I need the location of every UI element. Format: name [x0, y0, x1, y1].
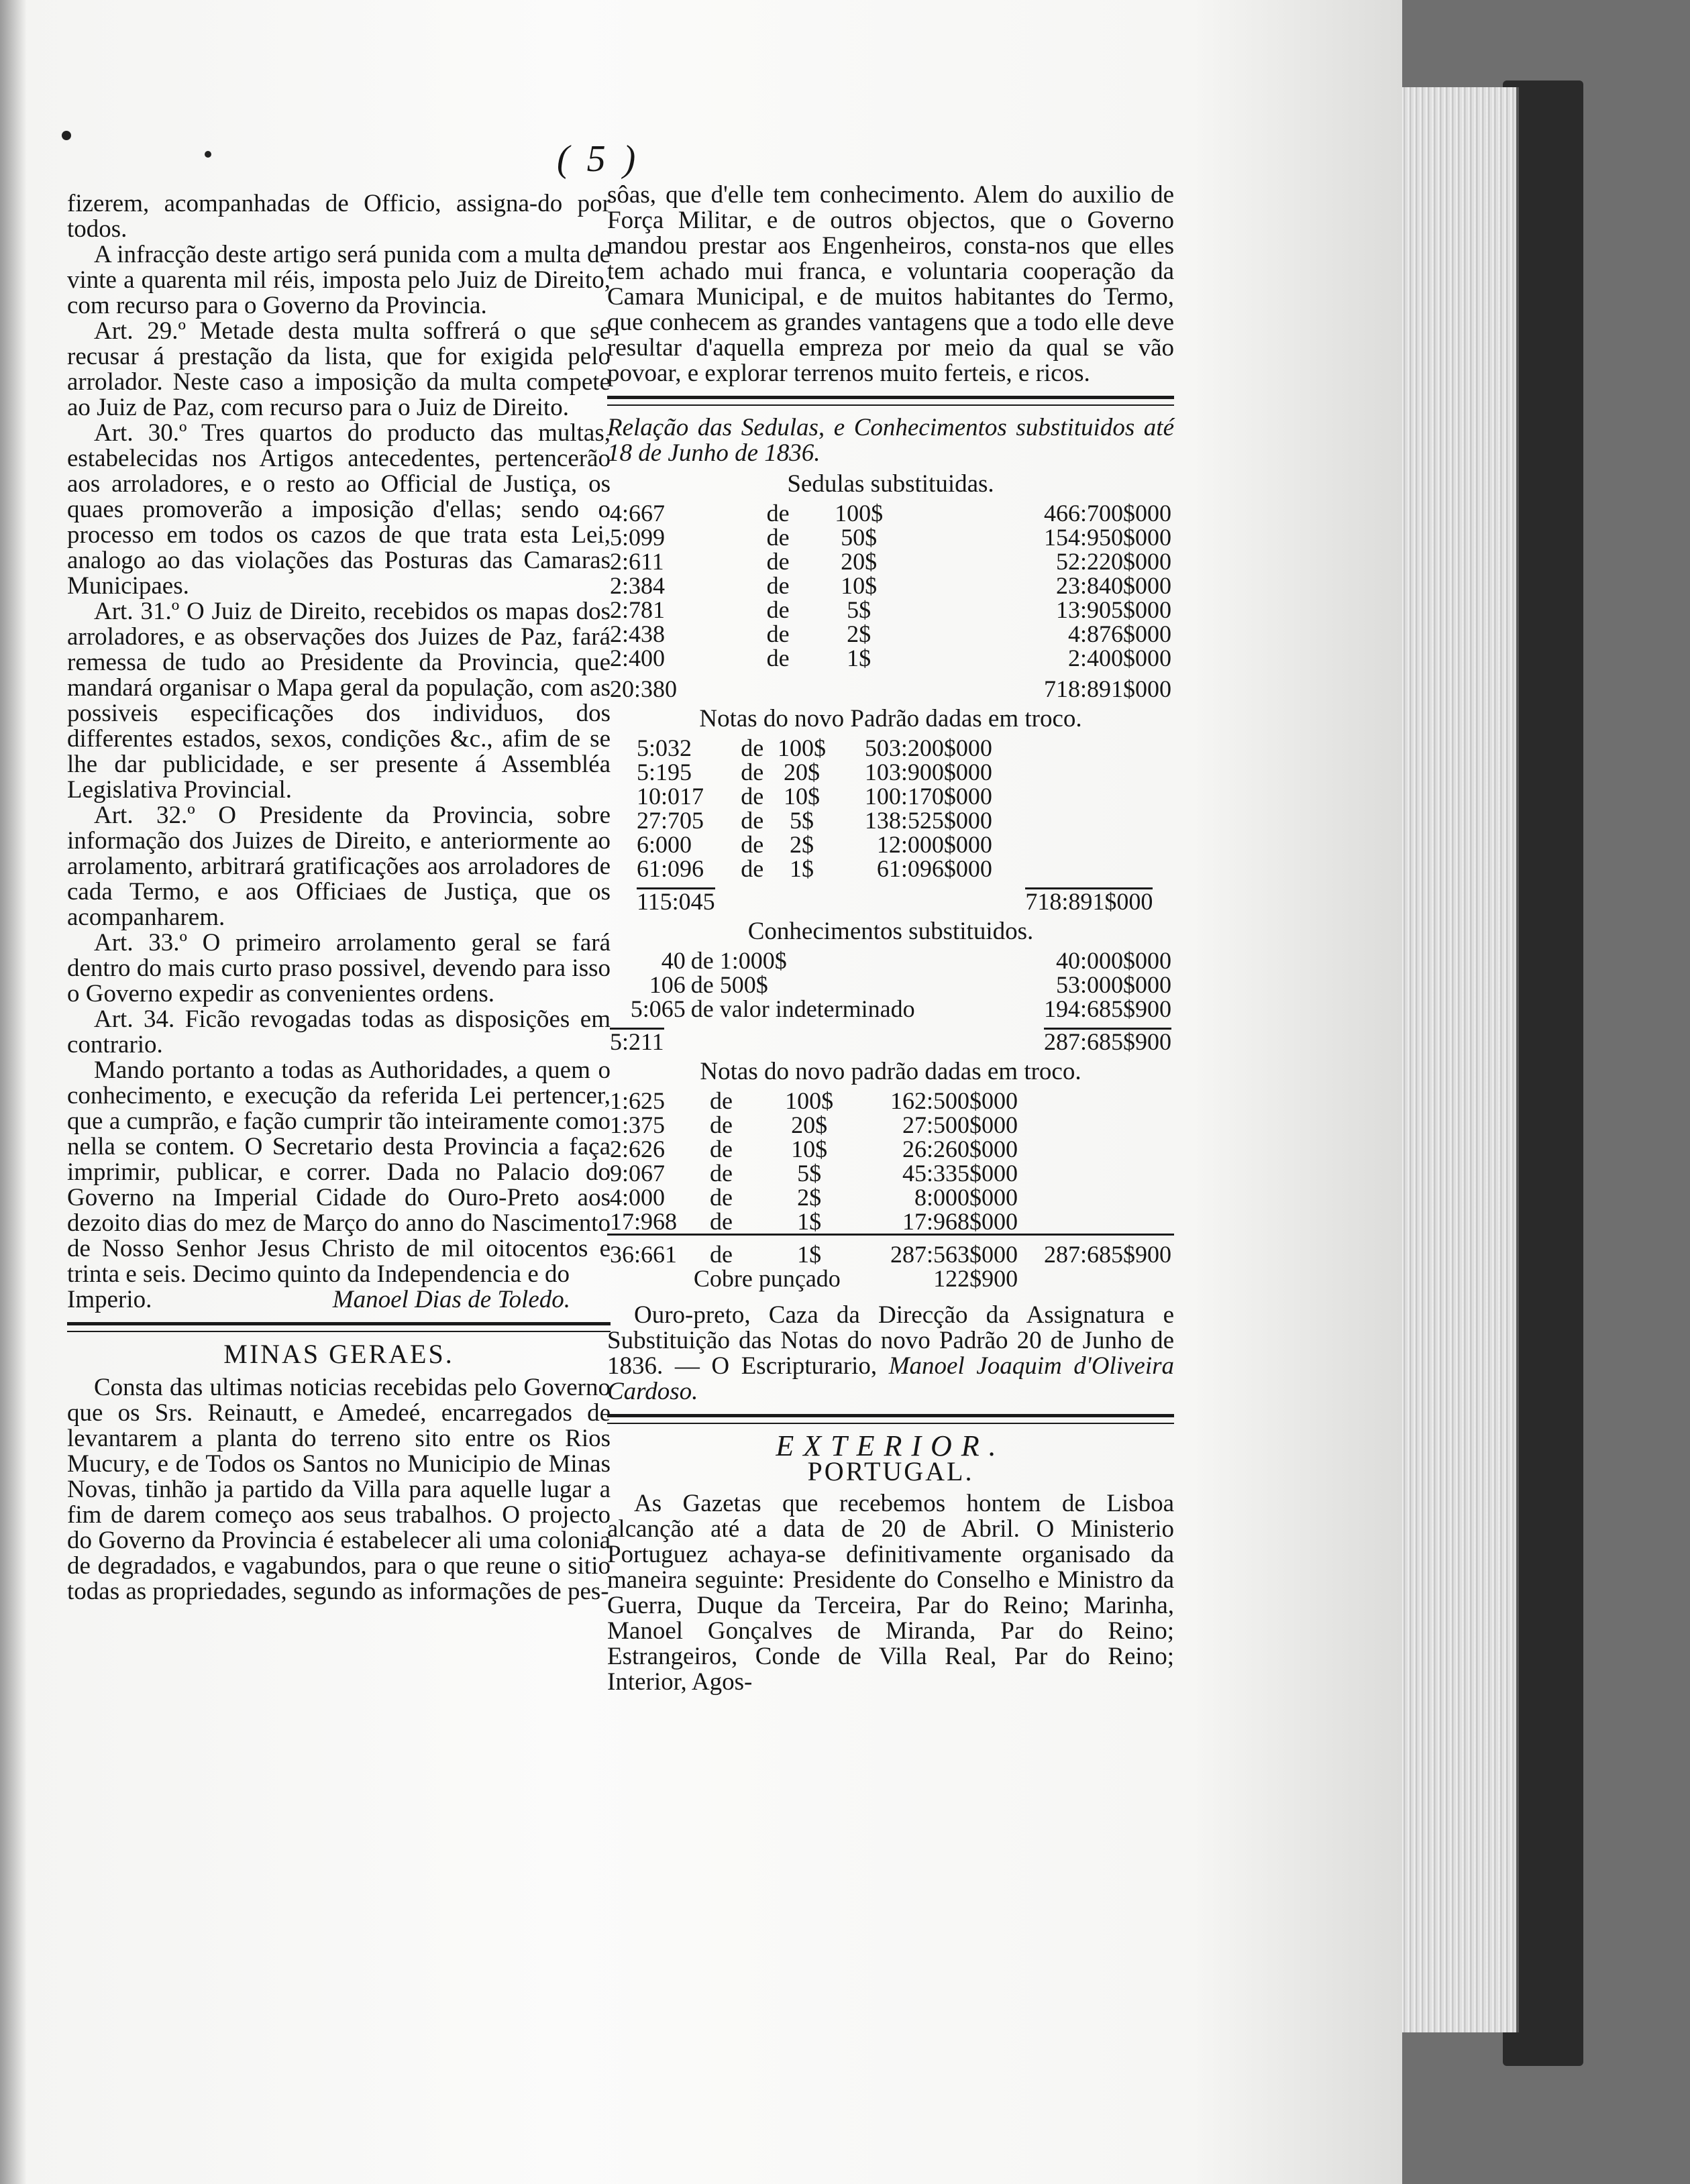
denomination: 10$ [841, 572, 878, 599]
amount: 162:500$000 [890, 1087, 1018, 1114]
de-word: de [741, 759, 764, 785]
left-column [67, 191, 611, 1604]
quantity: 5:195 [637, 759, 692, 785]
notas-table [634, 736, 1155, 914]
sedulas-table [607, 501, 1174, 701]
amount: 26:260$000 [902, 1136, 1018, 1162]
table-row [607, 973, 1174, 997]
de-word: de [741, 734, 764, 761]
de-word: de [741, 831, 764, 858]
quantity: 1:375 [610, 1111, 666, 1138]
denomination: 1$ [751, 1235, 867, 1267]
table-row [607, 1137, 1174, 1161]
conhecimentos-table [607, 948, 1174, 1054]
amount: 503:200$000 [864, 734, 992, 761]
paragraph: Art. 30.º Tres quartos do producto das multas, estabelecidas nos Artigos antecedentes, pertencerão aos arroladores, e o resto ao Official de Justiça, os quaes promoverão a imposição d'ellas; sendo o processo em todos os cazos de que trata esta Lei, analogo ao das violações das Posturas das Camaras Municipaes. [67, 419, 611, 600]
table-row [607, 501, 1174, 525]
quantity: 106 [649, 971, 686, 998]
denomination: 10$ [783, 783, 820, 810]
denomination: 100$ [835, 500, 884, 527]
amount: 8:000$000 [914, 1184, 1018, 1211]
paragraph: Mando portanto a todas as Authoridades, a quem o conhecimento, e execução da referida Lei pertencer, que a cumprão, e fação cumprir tão inteiramente como nella se contem. O Secretario desta Provincia a faça imprimir, publicar, e correr. Dada no Palacio do Governo na Imperial Cidade do Ouro-Preto aos dezoito dias do mez de Março do anno do Nascimento de Nosso Senhor Jesus Christo de mil oitocentos e trinta e seis. Decimo quinto da Independencia e do [67, 1056, 611, 1288]
de-word: de [741, 783, 764, 810]
denomination: 5$ [789, 807, 814, 834]
de-word: de [741, 855, 764, 882]
spacer [995, 857, 1156, 881]
portugal-heading: PORTUGAL. [807, 1456, 974, 1486]
section-divider [607, 1414, 1174, 1424]
paragraph: Consta das ultimas noticias recebidas pelo Governo que os Srs. Reinautt, e Amedeé, encarregados de levantarem a planta do terreno sito entre os Rios Mucury, e de Todos os Santos no Municipio de Minas Novas, tinhão ja partido da Villa para aquelle lugar a fim de darem começo aos seus trabalhos. O projecto do Governo da Provincia é estabelecer ali uma colonia de degradados, e vagabundos, para o que reune o sitio todas as propriedades, segundo as informações de pes- [67, 1374, 611, 1605]
quantity: 1:625 [610, 1087, 666, 1114]
quantity: 10:017 [637, 783, 704, 810]
notas-heading: Notas do novo Padrão dadas em troco. [699, 705, 1082, 732]
table-row [607, 622, 1174, 646]
table-row [607, 1209, 1174, 1235]
description: de valor indeterminado [690, 995, 915, 1022]
denomination: 1$ [789, 855, 814, 882]
right-column [607, 182, 1174, 1695]
de-word: de [766, 645, 790, 671]
quantity: 2:438 [610, 620, 666, 647]
quantity: 61:096 [637, 855, 704, 882]
table-row [607, 1161, 1174, 1185]
quantity: 2:384 [610, 572, 666, 599]
description: de 500$ [690, 971, 768, 998]
section-divider [607, 396, 1174, 406]
denomination: 2$ [847, 620, 872, 647]
footer-note [607, 1303, 1174, 1405]
ink-speck [205, 151, 211, 158]
denomination: 50$ [841, 524, 878, 551]
quantity: 40 [661, 947, 686, 974]
paragraph: Art. 32.º O Presidente da Provincia, sobre informação dos Juizes de Direito, e anteriormente ao arrolamento, arbitrará gratificações aos arroladores de cada Termo, e aos Officiaes de Justiça, que os acompanharem. [67, 802, 611, 931]
de-word: de [710, 1111, 733, 1138]
de-word: de [691, 1235, 751, 1267]
table-row [607, 1266, 1174, 1291]
de-word: de [710, 1087, 733, 1114]
denomination: 10$ [791, 1136, 828, 1162]
amount: 45:335$000 [902, 1160, 1018, 1187]
spacer [995, 784, 1156, 808]
de-word: de [766, 620, 790, 647]
table-row [634, 832, 1155, 857]
table-row [607, 1089, 1174, 1113]
footer-note-name: Manoel Joaquim d'Oliveira Cardoso. [607, 1352, 1175, 1405]
spacer [1020, 1209, 1174, 1235]
amount: 40:000$000 [1055, 947, 1171, 974]
amount: 466:700$000 [1043, 500, 1171, 527]
amount: 138:525$000 [864, 807, 992, 834]
cobre-label: Cobre punçado [693, 1265, 841, 1292]
spacer [995, 760, 1156, 784]
de-word: de [766, 524, 790, 551]
table-row [634, 784, 1155, 808]
notas-heading: Notas do novo padrão dadas em troco. [700, 1058, 1081, 1085]
quantity: 27:705 [637, 807, 704, 834]
table-row [607, 646, 1174, 670]
denomination: 20$ [791, 1111, 828, 1138]
amount: 154:950$000 [1043, 524, 1171, 551]
ink-speck [62, 131, 71, 140]
table-row [607, 948, 1174, 973]
signature-line [67, 1287, 611, 1313]
conhecimentos-heading: Conhecimentos substituidos. [747, 918, 1034, 945]
table-row [634, 736, 1155, 760]
denomination: 2$ [789, 831, 814, 858]
denomination: 5$ [847, 596, 872, 623]
cobre-amount: 122$900 [933, 1265, 1018, 1292]
total-qty: 5:211 [610, 1028, 664, 1055]
de-word: de [710, 1136, 733, 1162]
footer-note-text: Ouro-preto, Caza da Direcção da Assignatura e Substituição das Notas do novo Padrão 20 de Junho de 1836. — O Escripturario, [607, 1301, 1174, 1380]
quantity: 17:968 [610, 1208, 678, 1235]
table-row [607, 997, 1174, 1021]
table-row [634, 760, 1155, 784]
table-row [607, 670, 1174, 701]
de-word: de [710, 1184, 733, 1211]
quantity: 2:400 [610, 645, 666, 671]
table-row [634, 808, 1155, 832]
amount: 100:170$000 [864, 783, 992, 810]
quantity: 6:000 [637, 831, 692, 858]
page-edges [1382, 87, 1519, 2032]
de-word: de [766, 500, 790, 527]
spacer [995, 808, 1156, 832]
amount: 103:900$000 [864, 759, 992, 785]
notas-table [607, 1089, 1174, 1291]
denomination: 100$ [777, 734, 826, 761]
description: de 1:000$ [690, 947, 787, 974]
paragraph: A infracção deste artigo será punida com a multa de vinte a quarenta mil réis, imposta pelo Juiz de Direito, com recurso para o Governo da Provincia. [67, 241, 611, 319]
table-row [607, 1235, 1174, 1267]
spacer [1020, 1161, 1174, 1185]
denomination: 1$ [847, 645, 872, 671]
section-divider [67, 1322, 611, 1332]
amount: 4:876$000 [1067, 620, 1171, 647]
table-title: Relação das Sedulas, e Conhecimentos substituidos até 18 de Junho de 1836. [607, 414, 1174, 467]
total-qty: 36:661 [607, 1235, 691, 1267]
amount: 194:685$900 [1043, 995, 1171, 1022]
table-row [634, 857, 1155, 881]
amount: 2:400$000 [1067, 645, 1171, 671]
de-word: de [710, 1208, 733, 1235]
paragraph: Art. 31.º O Juiz de Direito, recebidos os mapas dos arroladores, e as observações dos Juizes de Paz, fará remessa de tudo ao Presidente da Provincia, que mandará organisar o Mapa geral da população, com as possiveis especificações dos individuos, dos differentes estados, sexos, condições &c., afim de se lhe dar publicidade, e ser presente á Assembléa Legislativa Provincial. [67, 598, 611, 804]
minas-heading: MINAS GERAES. [223, 1339, 454, 1369]
total-amount: 287:563$000 [867, 1235, 1020, 1267]
spacer [1020, 1089, 1174, 1113]
total-qty: 115:045 [637, 888, 715, 915]
denomination: 5$ [797, 1160, 822, 1187]
paragraph: fizerem, acompanhadas de Officio, assigna-do por todos. [67, 190, 611, 243]
paragraph: Art. 33.º O primeiro arrolamento geral se fará dentro do mais curto praso possivel, devendo para isso o Governo expedir as convenientes ordens. [67, 929, 611, 1007]
de-word: de [710, 1160, 733, 1187]
de-word: de [741, 807, 764, 834]
quantity: 4:000 [610, 1184, 666, 1211]
paragraph: Art. 34. Ficão revogadas todas as disposições em contrario. [67, 1005, 611, 1058]
amount: 12:000$000 [876, 831, 992, 858]
amount: 52:220$000 [1055, 548, 1171, 575]
table-row [607, 598, 1174, 622]
amount: 23:840$000 [1055, 572, 1171, 599]
spacer [1020, 1185, 1174, 1209]
signature: Manoel Dias de Toledo. [332, 1286, 570, 1313]
quantity: 5:099 [610, 524, 666, 551]
denomination: 100$ [785, 1087, 834, 1114]
quantity: 2:781 [610, 596, 666, 623]
exterior-heading: EXTERIOR. [776, 1429, 1006, 1462]
quantity: 5:065 [630, 995, 686, 1022]
amount: 53:000$000 [1055, 971, 1171, 998]
amount: 27:500$000 [902, 1111, 1018, 1138]
spacer [995, 832, 1156, 857]
quantity: 9:067 [610, 1160, 666, 1187]
paragraph: sôas, que d'elle tem conhecimento. Alem do auxilio de Força Militar, e de outros objectos, que o Governo mandou prestar aos Engenheiros, consta-nos que elles tem achado mui franca, e voluntaria cooperação da Camara Municipal, e de muitos habitantes do Termo, que conhecem as grandes vantagens que a todo elle deve resultar d'aquella empreza por meio da qual se vão povoar, e explorar terrenos muito ferteis, e ricos. [607, 181, 1174, 387]
table-row [607, 574, 1174, 598]
spacer [1020, 1113, 1174, 1137]
page-number: ( 5 ) [557, 138, 640, 180]
quantity: 5:032 [637, 734, 692, 761]
binding-shadow [0, 0, 27, 2184]
quantity: 2:626 [610, 1136, 666, 1162]
denomination: 20$ [783, 759, 820, 785]
sedulas-heading: Sedulas substituidas. [787, 470, 994, 498]
table-row [634, 881, 1155, 914]
table-row [607, 1113, 1174, 1137]
amount: 17:968$000 [902, 1208, 1018, 1235]
denomination: 1$ [797, 1208, 822, 1235]
grand-total: 287:685$900 [1020, 1235, 1174, 1267]
table-row [607, 549, 1174, 574]
paragraph: Art. 29.º Metade desta multa soffrerá o que se recusar á prestação da lista, que for exigida pelo arrolador. Neste caso a imposição da multa compete ao Juiz de Paz, com recurso para o Juiz de Direito. [67, 317, 611, 421]
total-amount: 718:891$000 [1043, 675, 1171, 702]
denomination: 2$ [797, 1184, 822, 1211]
spacer [1020, 1137, 1174, 1161]
de-word: de [766, 572, 790, 599]
total-qty: 20:380 [610, 675, 678, 702]
amount: 61:096$000 [876, 855, 992, 882]
table-row [607, 525, 1174, 549]
closing-word: Imperio. [67, 1286, 152, 1313]
paragraph: As Gazetas que recebemos hontem de Lisboa alcanção até a data de 20 de Abril. O Ministerio Portuguez achaya-se definitivamente organisado da maneira seguinte: Presidente do Conselho e Ministro da Guerra, Duque da Terceira, Par do Reino; Marinha, Manoel Gonçalves de Miranda, Par do Reino; Estrangeiros, Conde de Villa Real, Par do Reino; Interior, Agos- [607, 1490, 1174, 1696]
denomination: 20$ [841, 548, 878, 575]
table-row [607, 1021, 1174, 1054]
total-amount: 287:685$900 [1043, 1028, 1171, 1055]
quantity: 2:611 [610, 548, 664, 575]
spacer [995, 736, 1156, 760]
de-word: de [766, 548, 790, 575]
total-amount: 718:891$000 [1025, 888, 1153, 915]
table-row [607, 1185, 1174, 1209]
de-word: de [766, 596, 790, 623]
amount: 13:905$000 [1055, 596, 1171, 623]
quantity: 4:667 [610, 500, 666, 527]
